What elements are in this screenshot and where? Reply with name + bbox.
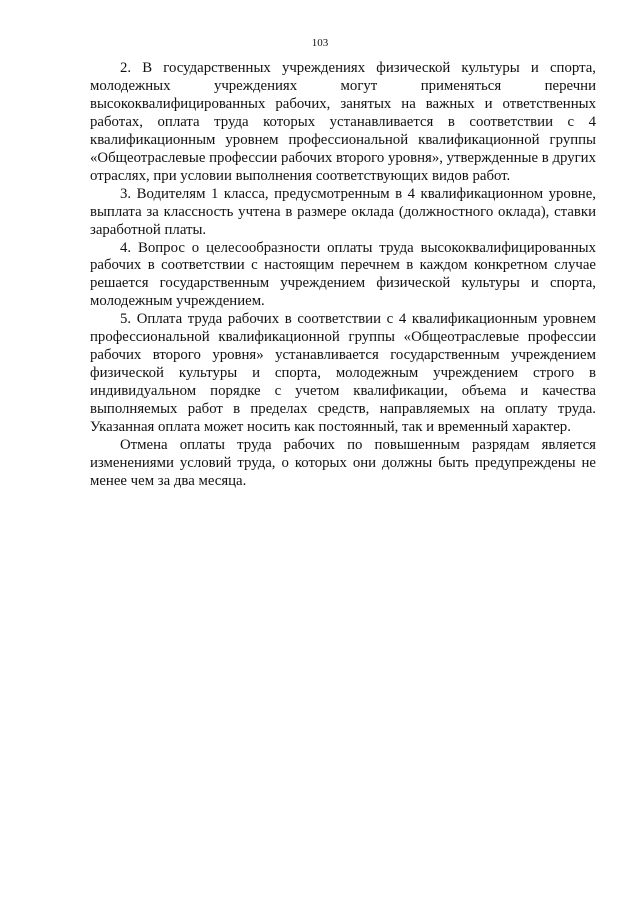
paragraph-cancellation: Отмена оплаты труда рабочих по повышенным разрядам является изменениями условий труда, о которых они должны быть предупреждены не менее чем за два месяца. (90, 437, 596, 489)
paragraph-item-3: 3. Водителям 1 класса, предусмотренным в 4 квалификационном уровне, выплата за классность учтена в размере оклада (должностного оклада), ставки заработной платы. (90, 185, 596, 238)
paragraph-item-5: 5. Оплата труда рабочих в соответствии с 4 квалификационным уровнем профессиональной квалификационной группы «Общеотраслевые профессии рабочих второго уровня» устанавливается государственным учреждением физической культуры и спорта, молодежным учреждением строго в индивидуальном порядке с учетом квалификации, объема и качества выполняемых работ в пределах средств, направляемых на оплату труда. Указанная оплата может носить как постоянный, так и временный характер. (90, 311, 596, 436)
document-body (90, 60, 596, 491)
paragraph-item-2: 2. В государственных учреждениях физической культуры и спорта, молодежных учреждениях могут применяться перечни высококвалифицированных рабочих, занятых на важных и ответственных работах, оплата труда которых устанавливается в соответствии с 4 квалификационным уровнем профессиональной квалификационной группы «Общеотраслевые профессии рабочих второго уровня», утвержденные в других отраслях, при условии выполнения соответствующих видов работ. (90, 60, 596, 184)
paragraph-item-4: 4. Вопрос о целесообразности оплаты труда высококвалифицированных рабочих в соответствии с настоящим перечнем в каждом конкретном случае решается государственным учреждением физической культуры и спорта, молодежным учреждением. (90, 239, 596, 310)
page-number: 103 (311, 37, 329, 49)
